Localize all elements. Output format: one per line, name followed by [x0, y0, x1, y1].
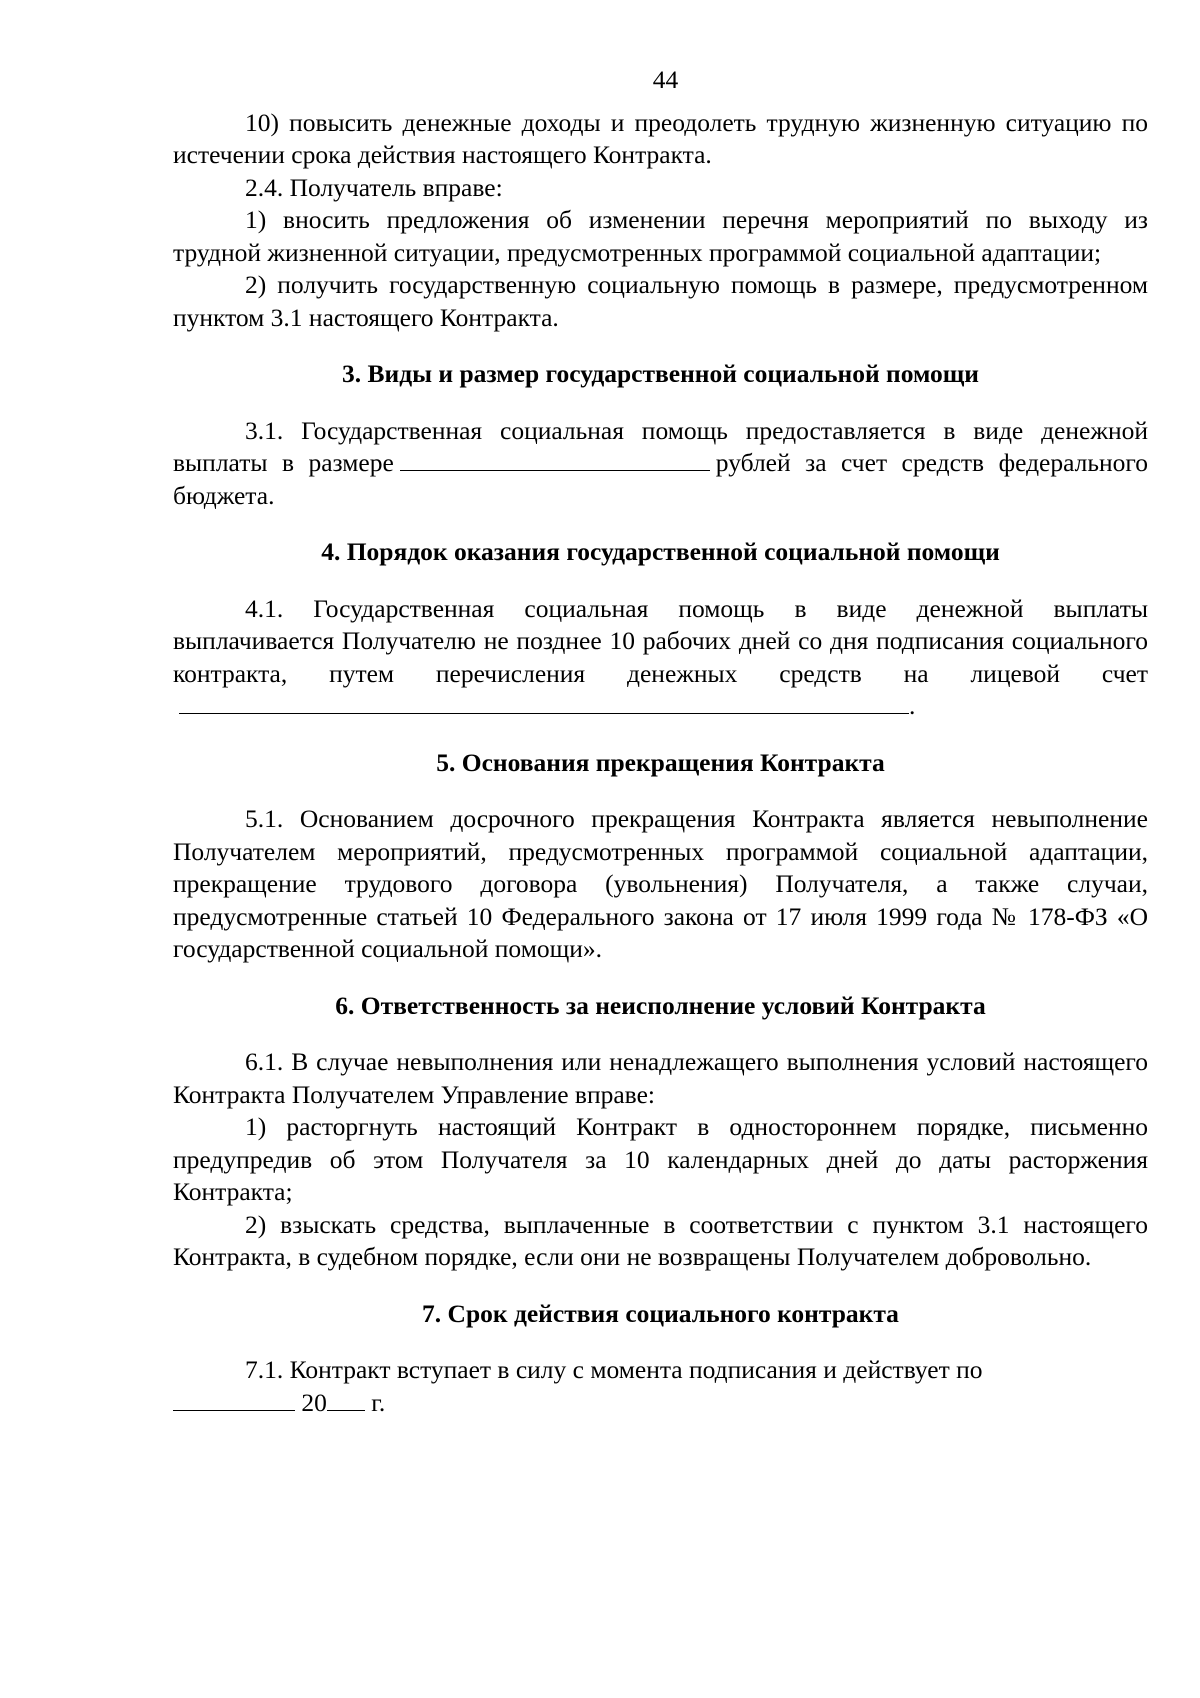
document-page	[173, 64, 1148, 1419]
paragraph-2-4-2: 2) получить государственную социальную помощь в размере, предусмотренном пунктом 3.1 настоящего Контракта.	[173, 270, 1148, 332]
section-5-heading: 5. Основания прекращения Контракта	[436, 747, 885, 777]
paragraph-2-3-10: 10) повысить денежные доходы и преодолеть трудную жизненную ситуацию по истечении срока действия настоящего Контракта.	[173, 107, 1148, 169]
paragraph-7-1-date	[173, 1387, 1148, 1420]
paragraph-2-4: 2.4. Получатель вправе:	[245, 172, 503, 202]
section-6-heading: 6. Ответственность за неисполнение условий Контракта	[335, 990, 986, 1020]
section-7-heading: 7. Срок действия социального контракта	[422, 1298, 899, 1328]
paragraph-2-4-1: 1) вносить предложения об изменении перечня мероприятий по выходу из трудной жизненной ситуации, предусмотренных программой социальной адаптации;	[173, 205, 1148, 267]
paragraph-3-1-text-a: 3.1. Государственная социальная помощь предоставляется в виде денежной выплаты в размере	[173, 415, 1148, 477]
paragraph-3-1	[173, 415, 1148, 513]
paragraph-7-1: 7.1. Контракт вступает в силу с момента подписания и действует по	[245, 1355, 983, 1384]
section-3-heading: 3. Виды и размер государственной социальной помощи	[342, 359, 979, 388]
end-date-blank-field[interactable]	[173, 1388, 295, 1411]
year-prefix: 20	[301, 1387, 327, 1417]
paragraph-4-1	[173, 593, 1148, 723]
paragraph-5-1: 5.1. Основанием досрочного прекращения Контракта является невыполнение Получателем мероприятий, предусмотренных программой социальной адаптации, прекращение трудового договора (увольнения) Получателя, а также случаи, предусмотренные статьей 10 Федерального закона от 17 июля 1999 года № 178-ФЗ «О государственной социальной помощи».	[173, 804, 1148, 963]
section-4-heading: 4. Порядок оказания государственной социальной помощи	[321, 537, 1000, 566]
paragraph-4-1-end: .	[909, 691, 916, 720]
amount-blank-field[interactable]	[400, 448, 710, 471]
account-blank-field[interactable]	[179, 691, 909, 714]
paragraph-3-1-text-b: рублей за счет средств федерального бюджета.	[173, 448, 1148, 510]
paragraph-6-1-1: 1) расторгнуть настоящий Контракт в одностороннем порядке, письменно предупредив об этом Получателя за 10 календарных дней до даты расторжения Контракта;	[173, 1112, 1148, 1206]
paragraph-6-1-2: 2) взыскать средства, выплаченные в соответствии с пунктом 3.1 настоящего Контракта, в судебном порядке, если они не возвращены Получателем добровольно.	[173, 1209, 1148, 1271]
page-number: 44	[652, 65, 679, 94]
paragraph-4-1-text: 4.1. Государственная социальная помощь в виде денежной выплаты выплачивается Получателю не позднее 10 рабочих дней со дня подписания социального контракта, путем перечисления денежных средств на лицевой счет	[173, 593, 1148, 688]
year-blank-field[interactable]	[327, 1388, 365, 1411]
year-suffix: г.	[371, 1387, 386, 1417]
paragraph-6-1: 6.1. В случае невыполнения или ненадлежащего выполнения условий настоящего Контракта Получателем Управление вправе:	[173, 1047, 1148, 1109]
